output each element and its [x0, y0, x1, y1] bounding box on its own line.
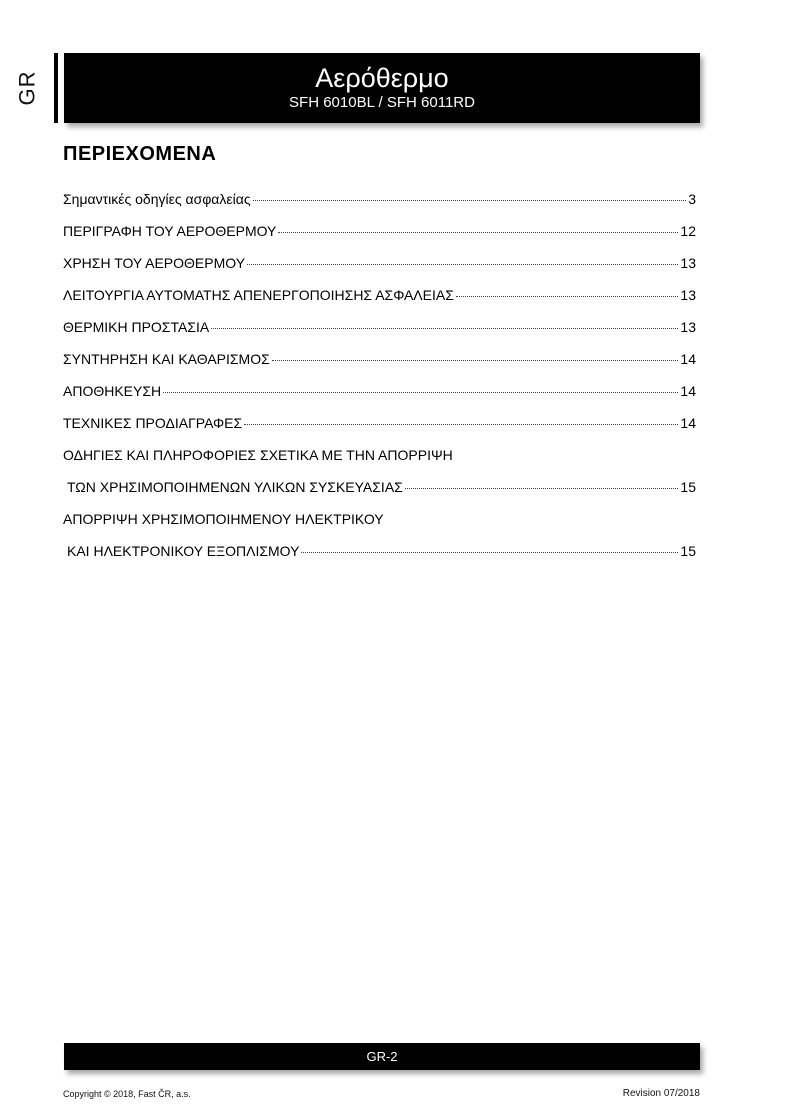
toc-entry-label: ΤΕΧΝΙΚΕΣ ΠΡΟΔΙΑΓΡΑΦΕΣ: [63, 415, 243, 431]
toc-entry-page: 13: [680, 319, 696, 335]
page-number: GR-2: [366, 1049, 398, 1064]
toc-leader-dots: [253, 200, 687, 201]
toc-entry-continued[interactable]: [63, 511, 696, 543]
toc-entry-page: 14: [680, 351, 696, 367]
toc-leader-dots: [247, 264, 678, 265]
language-tab-label: GR: [14, 70, 39, 106]
toc-entry[interactable]: [63, 351, 696, 383]
language-tab: [0, 53, 58, 123]
table-of-contents: [63, 191, 696, 575]
toc-entry-page: 14: [680, 415, 696, 431]
revision-label: Revision 07/2018: [622, 1088, 700, 1099]
toc-entry-label: ΑΠΟΡΡΙΨΗ ΧΡΗΣΙΜΟΠΟΙΗΜΕΝΟΥ ΗΛΕΚΤΡΙΚΟΥ: [63, 511, 384, 527]
toc-entry-continued[interactable]: [63, 447, 696, 479]
toc-heading: ΠΕΡΙΕΧΟΜΕΝΑ: [63, 143, 217, 165]
toc-entry-page: 12: [680, 223, 696, 239]
toc-entry-label: ΤΩΝ ΧΡΗΣΙΜΟΠΟΙΗΜΕΝΩΝ ΥΛΙΚΩΝ ΣΥΣΚΕΥΑΣΙΑΣ: [67, 479, 403, 495]
toc-entry-label: ΣΥΝΤΗΡΗΣΗ ΚΑΙ ΚΑΘΑΡΙΣΜΟΣ: [63, 351, 270, 367]
toc-entry[interactable]: [63, 383, 696, 415]
toc-entry[interactable]: [63, 479, 696, 511]
toc-entry-label: ΧΡΗΣΗ ΤΟΥ ΑΕΡΟΘΕΡΜΟΥ: [63, 255, 246, 271]
toc-entry-label: ΛΕΙΤΟΥΡΓΙΑ ΑΥΤΟΜΑΤΗΣ ΑΠΕΝΕΡΓΟΠΟΙΗΣΗΣ ΑΣΦΑΛΕΙΑΣ: [63, 287, 454, 303]
toc-entry-label: ΑΠΟΘΗΚΕΥΣΗ: [63, 383, 162, 399]
toc-entry-label: ΘΕΡΜΙΚΗ ΠΡΟΣΤΑΣΙΑ: [63, 319, 210, 335]
toc-entry[interactable]: [63, 255, 696, 287]
footer-bar: [64, 1043, 700, 1070]
toc-entry-label: Σημαντικές οδηγίες ασφαλείας: [63, 191, 251, 207]
toc-entry[interactable]: [63, 543, 696, 575]
toc-entry[interactable]: [63, 223, 696, 255]
toc-leader-dots: [456, 296, 679, 297]
toc-entry-label: ΟΔΗΓΙΕΣ ΚΑΙ ΠΛΗΡΟΦΟΡΙΕΣ ΣΧΕΤΙΚΑ ΜΕ ΤΗΝ ΑΠΟΡΡΙΨΗ: [63, 447, 453, 463]
toc-leader-dots: [405, 488, 679, 489]
toc-leader-dots: [272, 360, 679, 361]
toc-leader-dots: [301, 552, 678, 553]
toc-leader-dots: [244, 424, 678, 425]
header-bar: [64, 53, 700, 123]
copyright-notice: Copyright © 2018, Fast ČR, a.s.: [63, 1089, 191, 1099]
toc-entry-page: 14: [680, 383, 696, 399]
toc-leader-dots: [211, 328, 678, 329]
toc-entry-page: 13: [680, 255, 696, 271]
toc-leader-dots: [278, 232, 678, 233]
toc-leader-dots: [163, 392, 678, 393]
model-numbers: SFH 6010BL / SFH 6011RD: [289, 94, 475, 111]
toc-entry-page: 15: [680, 479, 696, 495]
toc-entry[interactable]: [63, 415, 696, 447]
toc-entry-label: ΚΑΙ ΗΛΕΚΤΡΟΝΙΚΟΥ ΕΞΟΠΛΙΣΜΟΥ: [67, 543, 300, 559]
toc-entry[interactable]: [63, 191, 696, 223]
toc-entry-label: ΠΕΡΙΓΡΑΦΗ ΤΟΥ ΑΕΡΟΘΕΡΜΟΥ: [63, 223, 277, 239]
toc-entry-page: 13: [680, 287, 696, 303]
toc-entry-page: 3: [688, 191, 696, 207]
document-title: Αερόθερμο: [315, 63, 449, 93]
toc-entry[interactable]: [63, 287, 696, 319]
toc-entry-page: 15: [680, 543, 696, 559]
toc-entry[interactable]: [63, 319, 696, 351]
